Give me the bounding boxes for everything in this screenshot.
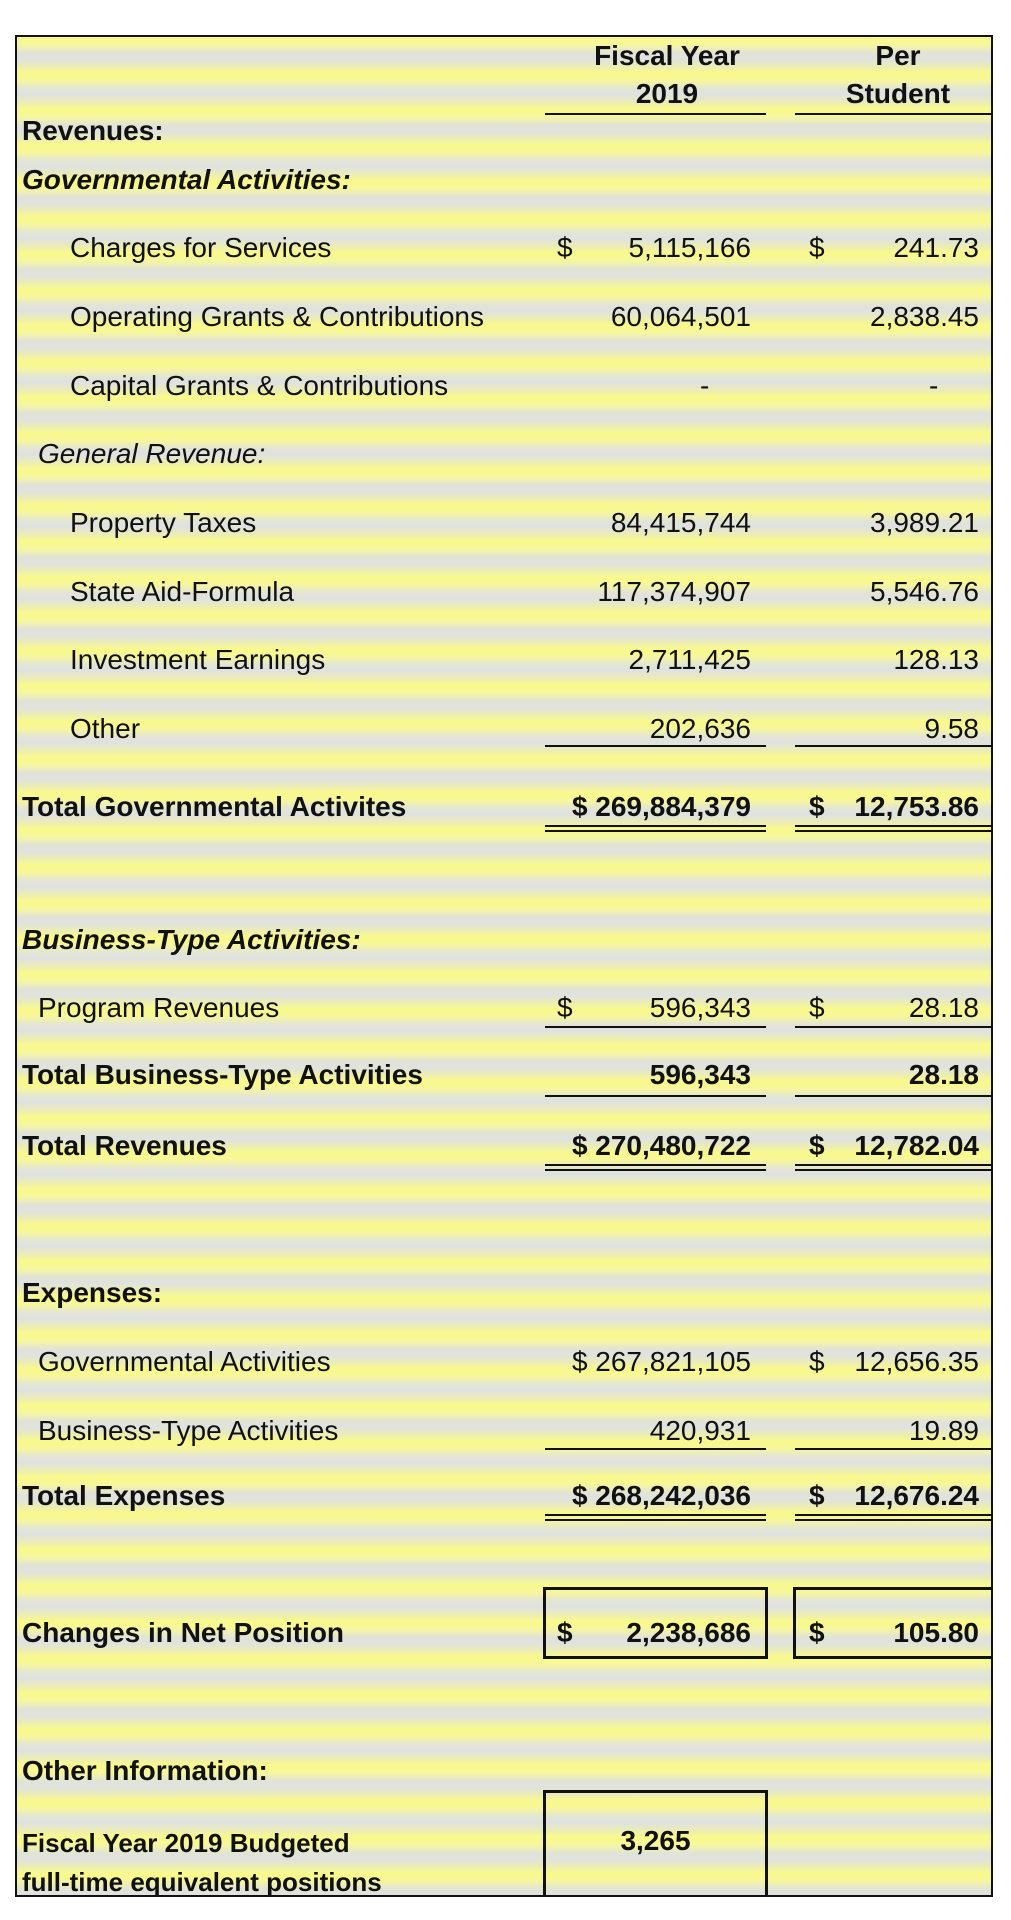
subtotal-underline-ps xyxy=(795,745,993,747)
total-business-ps: 28.18 xyxy=(908,1059,979,1090)
row-label: State Aid-Formula xyxy=(70,576,295,607)
fiscal-year-value: 117,374,907 xyxy=(597,576,751,607)
budget-label-line2: full-time equivalent positions xyxy=(22,1867,382,1897)
per-student-value: 241.73 xyxy=(893,232,979,263)
total-expenses-label: Total Expenses xyxy=(22,1480,226,1511)
per-student-value: 28.18 xyxy=(908,992,979,1023)
fiscal-year-value: 5,115,166 xyxy=(628,232,751,263)
currency-symbol: $ xyxy=(809,992,825,1023)
fiscal-year-value: 596,343 xyxy=(649,992,751,1023)
fiscal-year-value: 84,415,744 xyxy=(610,507,751,538)
row-label: Capital Grants & Contributions xyxy=(70,370,449,401)
currency-symbol: $ xyxy=(809,1346,825,1377)
total-governmental-fy: $ 269,884,379 xyxy=(571,791,751,822)
per-student-value: - xyxy=(929,370,939,401)
per-student-header-line1: Per xyxy=(875,40,921,71)
financial-summary-table xyxy=(15,35,993,1897)
subtotal-underline-fy xyxy=(545,1026,766,1028)
currency-symbol: $ xyxy=(809,1480,825,1511)
currency-symbol: $ xyxy=(557,232,573,263)
total-business-label: Total Business-Type Activities xyxy=(22,1059,423,1090)
general-revenue-heading: General Revenue: xyxy=(38,438,266,469)
header-underline-ps xyxy=(795,113,993,115)
total-business-fy: 596,343 xyxy=(649,1059,751,1090)
subtotal-underline-ps xyxy=(795,1095,993,1097)
fiscal-year-value: 2,711,425 xyxy=(628,644,751,675)
row-label: Investment Earnings xyxy=(70,644,326,675)
subtotal-underline-fy xyxy=(545,1095,766,1097)
currency-symbol: $ xyxy=(809,791,825,822)
fiscal-year-value: 60,064,501 xyxy=(610,301,751,332)
total-double-underline-ps xyxy=(795,1164,993,1171)
fiscal-year-value: - xyxy=(700,370,710,401)
currency-symbol: $ xyxy=(809,1130,825,1161)
total-revenues-ps: 12,782.04 xyxy=(854,1130,979,1161)
row-label: Program Revenues xyxy=(38,992,280,1023)
fiscal-year-value: 202,636 xyxy=(649,713,751,744)
total-revenues-label: Total Revenues xyxy=(22,1130,227,1161)
total-double-underline-fy xyxy=(545,1164,766,1171)
per-student-value: 5,546.76 xyxy=(870,576,979,607)
subtotal-underline-fy xyxy=(545,1448,766,1450)
header-underline-fy xyxy=(545,113,766,115)
revenues-heading: Revenues: xyxy=(22,115,164,146)
total-double-underline-fy xyxy=(545,1514,766,1521)
row-label: Business-Type Activities xyxy=(38,1415,339,1446)
other-information-heading: Other Information: xyxy=(22,1755,268,1786)
currency-symbol: $ xyxy=(557,1617,573,1648)
fiscal-year-header-line2: 2019 xyxy=(635,78,699,109)
per-student-value: 9.58 xyxy=(924,713,979,744)
per-student-header-line2: Student xyxy=(845,78,951,109)
per-student-value: 2,838.45 xyxy=(870,301,979,332)
row-label: Operating Grants & Contributions xyxy=(70,301,484,332)
governmental-activities-heading: Governmental Activities: xyxy=(22,164,351,195)
total-governmental-label: Total Governmental Activites xyxy=(22,791,407,822)
row-label: Governmental Activities xyxy=(38,1346,331,1377)
total-expenses-fy: $ 268,242,036 xyxy=(571,1480,751,1511)
subtotal-underline-fy xyxy=(545,745,766,747)
total-double-underline-fy xyxy=(545,825,766,832)
total-revenues-fy: $ 270,480,722 xyxy=(571,1130,751,1161)
per-student-value: 3,989.21 xyxy=(870,507,979,538)
business-type-heading: Business-Type Activities: xyxy=(22,924,361,955)
net-position-fy: 2,238,686 xyxy=(626,1617,751,1648)
currency-symbol: $ xyxy=(557,992,573,1023)
per-student-value: 128.13 xyxy=(893,644,979,675)
subtotal-underline-ps xyxy=(795,1448,993,1450)
row-label: Charges for Services xyxy=(70,232,332,263)
expenses-heading: Expenses: xyxy=(22,1277,163,1308)
total-double-underline-ps xyxy=(795,1514,993,1521)
total-double-underline-ps xyxy=(795,825,993,832)
subtotal-underline-ps xyxy=(795,1026,993,1028)
per-student-value: 12,656.35 xyxy=(854,1346,979,1377)
net-position-ps: 105.80 xyxy=(893,1617,979,1648)
per-student-value: 19.89 xyxy=(908,1415,979,1446)
budget-label-line1: Fiscal Year 2019 Budgeted xyxy=(22,1828,350,1858)
currency-symbol: $ xyxy=(809,1617,825,1648)
budget-positions-value: 3,265 xyxy=(620,1825,691,1856)
total-governmental-ps: 12,753.86 xyxy=(854,791,979,822)
currency-symbol: $ xyxy=(809,232,825,263)
net-position-label: Changes in Net Position xyxy=(22,1617,345,1648)
row-label: Other xyxy=(70,713,141,744)
fiscal-year-value: 420,931 xyxy=(649,1415,751,1446)
row-label: Property Taxes xyxy=(70,507,257,538)
fiscal-year-value: $ 267,821,105 xyxy=(571,1346,751,1377)
total-expenses-ps: 12,676.24 xyxy=(854,1480,979,1511)
fiscal-year-header-line1: Fiscal Year xyxy=(594,40,740,71)
